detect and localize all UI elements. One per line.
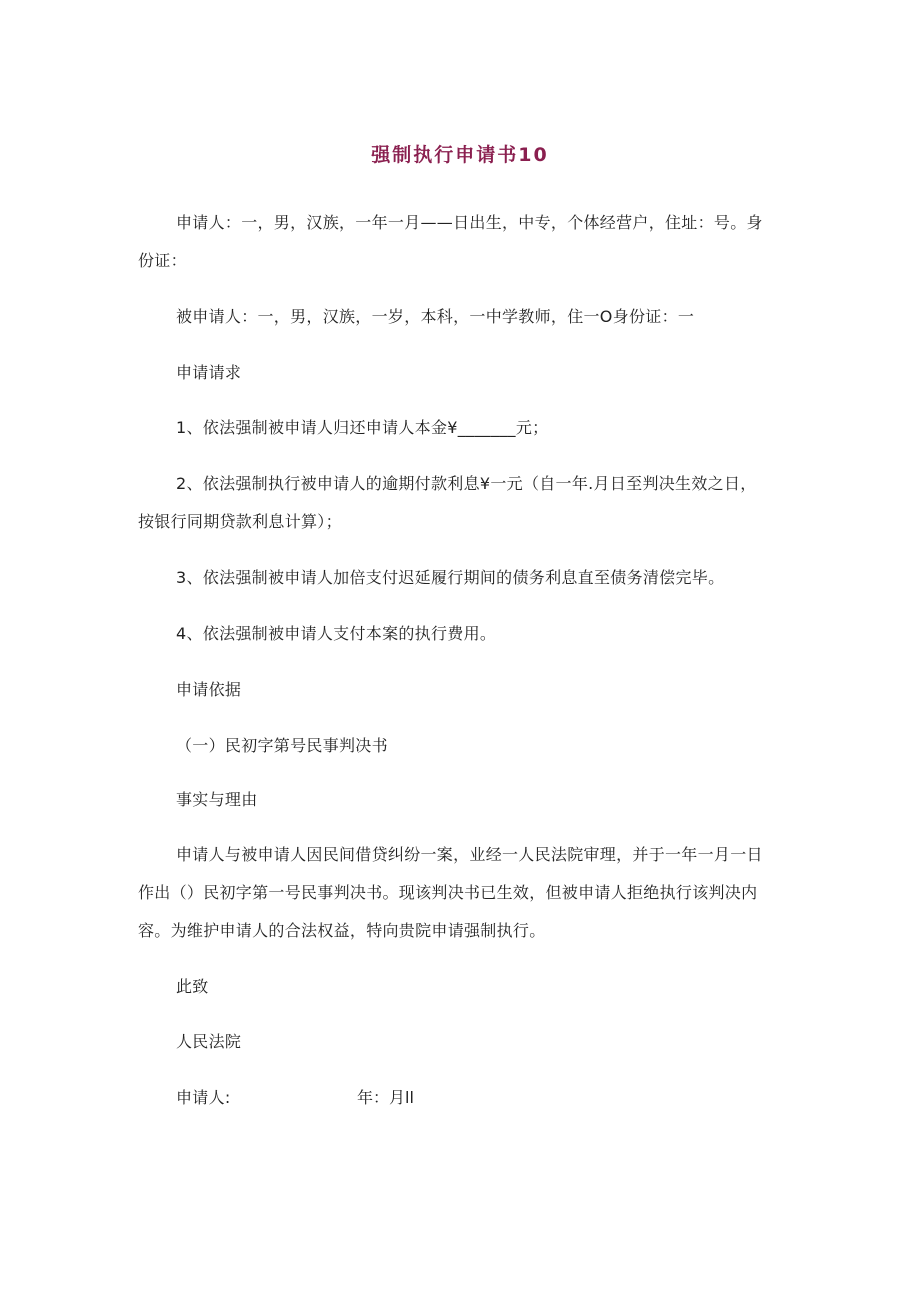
applicant-line-2: 份证： — [138, 251, 187, 270]
basis-item: （一）民初字第号民事判决书 — [176, 736, 388, 755]
signature-label: 申请人: — [176, 1088, 231, 1107]
document-title: 强制执行申请书10 — [371, 144, 549, 166]
request-item-3: 3、依法强制被申请人加倍支付迟延履行期间的债务利息直至债务清偿完毕。 — [176, 568, 725, 587]
applicant-line-1: 申请人：一，男，汉族，一年一月——日出生，中专，个体经营户，住址：号。身 — [176, 213, 763, 232]
closing-salutation: 此致 — [176, 977, 209, 996]
facts-line-3: 容。为维护申请人的合法权益，特向贵院申请强制执行。 — [138, 921, 546, 940]
requests-heading: 申请请求 — [176, 363, 242, 382]
basis-heading: 申请依据 — [176, 680, 242, 699]
request-item-4: 4、依法强制被申请人支付本案的执行费用。 — [176, 624, 497, 643]
request-item-2-continued: 按银行同期贷款利息计算）； — [138, 512, 342, 531]
facts-heading: 事实与理由 — [176, 790, 258, 809]
request-item-2: 2、依法强制执行被申请人的逾期付款利息¥一元（自一年.月日至判决生效之日， — [176, 474, 757, 493]
request-item-1: 1、依法强制被申请人归还申请人本金¥_______元； — [176, 418, 549, 437]
respondent-info: 被申请人：一，男，汉族，一岁，本科，一中学教师，住一O身份证：一 — [176, 307, 695, 326]
facts-line-1: 申请人与被申请人因民间借贷纠纷一案，业经一人民法院审理，并于一年一月一日 — [176, 845, 763, 864]
date-label: 年：月ll — [357, 1088, 414, 1107]
facts-line-2: 作出（）民初字第一号民事判决书。现该判决书已生效，但被申请人拒绝执行该判决内 — [138, 883, 758, 902]
court-name: 人民法院 — [176, 1032, 242, 1051]
